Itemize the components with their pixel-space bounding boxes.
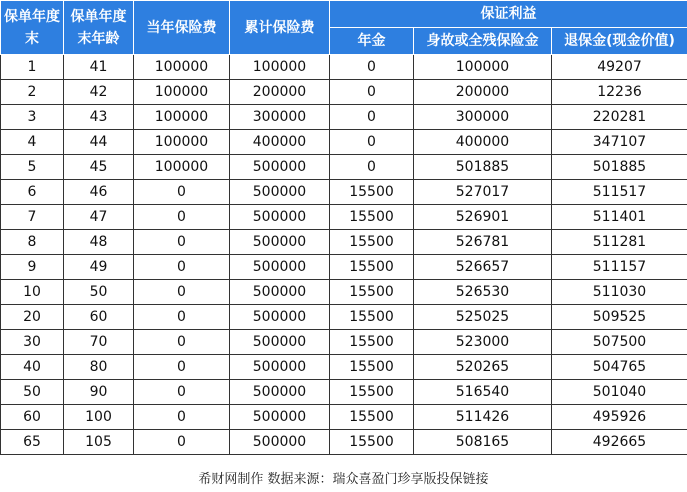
table-row (1, 55, 687, 80)
cell-death-benefit: 501885 (414, 155, 552, 180)
table-row (1, 380, 687, 405)
table-row (1, 155, 687, 180)
cell-age: 105 (64, 430, 134, 455)
cell-cumulative-premium: 500000 (230, 230, 330, 255)
cell-surrender-value: 12236 (552, 80, 687, 105)
cell-year-end: 8 (1, 230, 64, 255)
cell-death-benefit: 100000 (414, 55, 552, 80)
cell-surrender-value: 495926 (552, 405, 687, 430)
cell-annuity: 15500 (330, 230, 414, 255)
table-row (1, 180, 687, 205)
cell-annual-premium: 0 (134, 305, 230, 330)
table-row (1, 430, 687, 455)
cell-surrender-value: 501885 (552, 155, 687, 180)
cell-annuity: 15500 (330, 380, 414, 405)
cell-age: 47 (64, 205, 134, 230)
cell-year-end: 9 (1, 255, 64, 280)
table-row (1, 305, 687, 330)
cell-surrender-value: 492665 (552, 430, 687, 455)
cell-age: 60 (64, 305, 134, 330)
cell-age: 42 (64, 80, 134, 105)
cell-annual-premium: 100000 (134, 155, 230, 180)
cell-death-benefit: 526781 (414, 230, 552, 255)
cell-year-end: 5 (1, 155, 64, 180)
cell-year-end: 6 (1, 180, 64, 205)
cell-death-benefit: 300000 (414, 105, 552, 130)
cell-age: 48 (64, 230, 134, 255)
cell-year-end: 3 (1, 105, 64, 130)
source-footer: 希财网制作 数据来源：瑞众喜盈门珍享版投保链接 (198, 472, 489, 487)
cell-annuity: 15500 (330, 405, 414, 430)
cell-annuity: 15500 (330, 180, 414, 205)
cell-surrender-value: 511281 (552, 230, 687, 255)
cell-age: 80 (64, 355, 134, 380)
cell-death-benefit: 511426 (414, 405, 552, 430)
table-row (1, 330, 687, 355)
cell-cumulative-premium: 400000 (230, 130, 330, 155)
cell-annual-premium: 0 (134, 355, 230, 380)
header-year-end: 保单年度末 (1, 1, 64, 55)
cell-annual-premium: 0 (134, 230, 230, 255)
cell-cumulative-premium: 500000 (230, 305, 330, 330)
cell-cumulative-premium: 500000 (230, 355, 330, 380)
cell-annual-premium: 0 (134, 405, 230, 430)
cell-death-benefit: 516540 (414, 380, 552, 405)
cell-annuity: 15500 (330, 255, 414, 280)
cell-annual-premium: 0 (134, 255, 230, 280)
cell-annual-premium: 100000 (134, 55, 230, 80)
table-row (1, 280, 687, 305)
cell-age: 45 (64, 155, 134, 180)
cell-surrender-value: 49207 (552, 55, 687, 80)
cell-year-end: 1 (1, 55, 64, 80)
cell-age: 44 (64, 130, 134, 155)
cell-death-benefit: 527017 (414, 180, 552, 205)
cell-annuity: 0 (330, 105, 414, 130)
cell-surrender-value: 511517 (552, 180, 687, 205)
cell-annual-premium: 100000 (134, 80, 230, 105)
cell-age: 70 (64, 330, 134, 355)
cell-surrender-value: 501040 (552, 380, 687, 405)
cell-year-end: 10 (1, 280, 64, 305)
cell-annuity: 0 (330, 130, 414, 155)
cell-age: 41 (64, 55, 134, 80)
table-body (1, 55, 687, 455)
cell-cumulative-premium: 500000 (230, 430, 330, 455)
cell-annual-premium: 0 (134, 430, 230, 455)
cell-death-benefit: 508165 (414, 430, 552, 455)
cell-age: 43 (64, 105, 134, 130)
cell-cumulative-premium: 500000 (230, 405, 330, 430)
table-row (1, 355, 687, 380)
cell-cumulative-premium: 500000 (230, 155, 330, 180)
cell-annuity: 15500 (330, 305, 414, 330)
cell-age: 46 (64, 180, 134, 205)
cell-annuity: 15500 (330, 430, 414, 455)
cell-annual-premium: 100000 (134, 105, 230, 130)
header-guaranteed-benefits: 保证利益 (330, 1, 687, 28)
cell-annual-premium: 0 (134, 205, 230, 230)
cell-annuity: 15500 (330, 330, 414, 355)
table-row (1, 230, 687, 255)
cell-surrender-value: 347107 (552, 130, 687, 155)
cell-cumulative-premium: 500000 (230, 255, 330, 280)
cell-surrender-value: 220281 (552, 105, 687, 130)
table-row (1, 105, 687, 130)
cell-surrender-value: 511157 (552, 255, 687, 280)
cell-cumulative-premium: 500000 (230, 280, 330, 305)
cell-cumulative-premium: 100000 (230, 55, 330, 80)
cell-death-benefit: 523000 (414, 330, 552, 355)
cell-year-end: 2 (1, 80, 64, 105)
cell-annual-premium: 100000 (134, 130, 230, 155)
header-age-end: 保单年度末年龄 (64, 1, 134, 55)
cell-year-end: 20 (1, 305, 64, 330)
cell-annual-premium: 0 (134, 180, 230, 205)
cell-year-end: 40 (1, 355, 64, 380)
cell-year-end: 4 (1, 130, 64, 155)
cell-annuity: 15500 (330, 280, 414, 305)
cell-age: 90 (64, 380, 134, 405)
cell-surrender-value: 511401 (552, 205, 687, 230)
cell-annuity: 15500 (330, 205, 414, 230)
cell-annuity: 15500 (330, 355, 414, 380)
cell-year-end: 60 (1, 405, 64, 430)
cell-cumulative-premium: 500000 (230, 205, 330, 230)
table-row (1, 80, 687, 105)
cell-death-benefit: 526530 (414, 280, 552, 305)
cell-death-benefit: 400000 (414, 130, 552, 155)
cell-annual-premium: 0 (134, 280, 230, 305)
cell-year-end: 50 (1, 380, 64, 405)
cell-year-end: 65 (1, 430, 64, 455)
cell-surrender-value: 509525 (552, 305, 687, 330)
cell-annuity: 0 (330, 155, 414, 180)
table-row (1, 405, 687, 430)
table-row (1, 205, 687, 230)
cell-death-benefit: 520265 (414, 355, 552, 380)
header-surrender-value: 退保金(现金价值) (552, 28, 687, 55)
cell-annual-premium: 0 (134, 330, 230, 355)
header-annual-premium: 当年保险费 (134, 1, 230, 55)
table-row (1, 130, 687, 155)
cell-cumulative-premium: 300000 (230, 105, 330, 130)
cell-annuity: 0 (330, 55, 414, 80)
cell-cumulative-premium: 200000 (230, 80, 330, 105)
cell-cumulative-premium: 500000 (230, 380, 330, 405)
cell-death-benefit: 526901 (414, 205, 552, 230)
cell-year-end: 7 (1, 205, 64, 230)
cell-cumulative-premium: 500000 (230, 330, 330, 355)
cell-age: 100 (64, 405, 134, 430)
cell-year-end: 30 (1, 330, 64, 355)
cell-age: 49 (64, 255, 134, 280)
cell-surrender-value: 504765 (552, 355, 687, 380)
cell-death-benefit: 525025 (414, 305, 552, 330)
header-annuity: 年金 (330, 28, 414, 55)
cell-age: 50 (64, 280, 134, 305)
header-death-benefit: 身故或全残保险金 (414, 28, 552, 55)
table-row (1, 255, 687, 280)
cell-cumulative-premium: 500000 (230, 180, 330, 205)
cell-death-benefit: 526657 (414, 255, 552, 280)
cell-death-benefit: 200000 (414, 80, 552, 105)
cell-surrender-value: 511030 (552, 280, 687, 305)
cell-surrender-value: 507500 (552, 330, 687, 355)
header-cumulative-premium: 累计保险费 (230, 1, 330, 55)
cell-annuity: 0 (330, 80, 414, 105)
cell-annual-premium: 0 (134, 380, 230, 405)
table-header (1, 1, 687, 55)
